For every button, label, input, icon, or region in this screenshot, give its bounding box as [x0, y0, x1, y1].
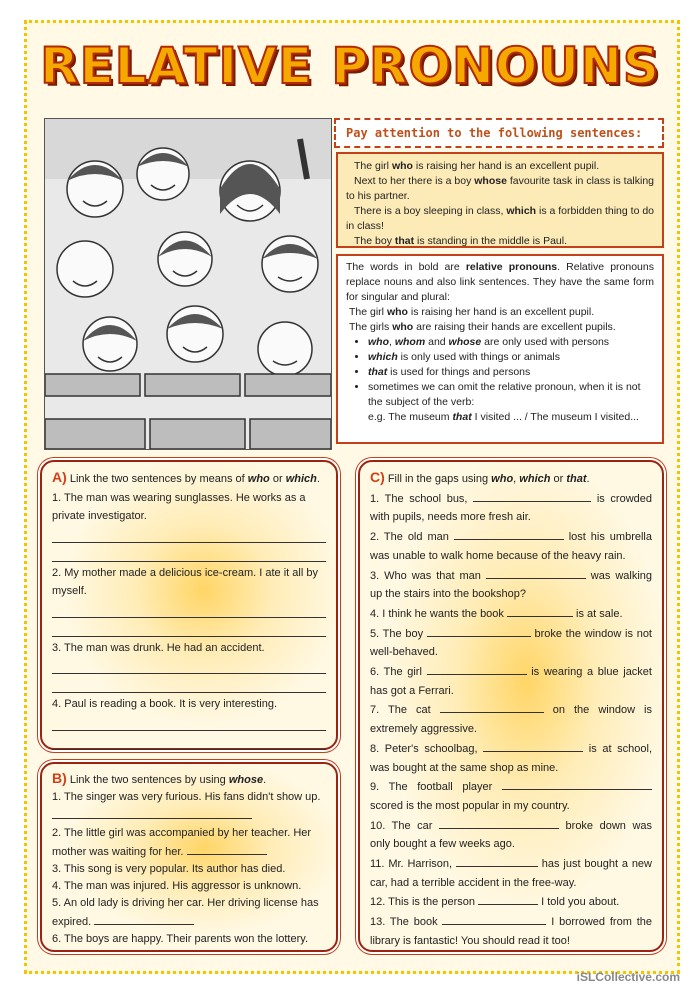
section-c-item: 5. The boy broke the window is not well-behaved.: [370, 624, 652, 662]
answer-line[interactable]: [52, 620, 326, 637]
section-b-item: 2. The little girl was accompanied by her teacher. Her mother was waiting for her.: [52, 827, 312, 858]
page-title: RELATIVE PRONOUNS: [40, 37, 660, 95]
answer-blank[interactable]: [52, 806, 252, 819]
section-a-instructions: A) Link the two sentences by means of who or which.: [52, 469, 320, 485]
answer-line[interactable]: [52, 526, 326, 543]
example-sentence: Next to her there is a boy whose favourite task in class is talking to his partner.: [346, 175, 655, 202]
section-a: [40, 460, 338, 750]
answer-line[interactable]: [52, 601, 326, 618]
section-c-item: 9. The football player scored is the most popular in my country.: [370, 777, 652, 815]
gap-blank[interactable]: [442, 912, 546, 925]
answer-line[interactable]: [52, 714, 326, 731]
gap-blank[interactable]: [507, 604, 573, 617]
section-c-item: 2. The old man lost his umbrella was unable to walk home because of the heavy rain.: [370, 527, 652, 565]
section-b-instructions: B) Link the two sentences by using whose.: [52, 770, 267, 786]
gap-blank[interactable]: [473, 489, 591, 502]
explanation-text: The words in bold are relative pronouns. Relative pronouns replace nouns and also link sentences. They have the same form for singular and plural:: [346, 261, 654, 303]
section-b: [40, 762, 338, 952]
section-a-item: 1. The man was wearing sunglasses. He works as a private investigator.: [52, 491, 306, 522]
rules-list: [346, 335, 654, 410]
section-c-item: 8. Peter's schoolbag, is at school, was bought at the same shop as mine.: [370, 739, 652, 777]
section-b-item: 1. The singer was very furious. His fans didn't show up.: [52, 789, 326, 825]
section-b-item: 3. This song is very popular. Its author has died.: [52, 863, 286, 875]
section-b-item: 5. An old lady is driving her car. Her driving license has expired.: [52, 897, 319, 928]
answer-line[interactable]: [52, 676, 326, 693]
explanation-example: The girls who are raising their hands are excellent pupils.: [349, 321, 616, 333]
answer-blank[interactable]: [187, 842, 267, 855]
gap-blank[interactable]: [502, 777, 652, 790]
section-a-item: 3. The man was drunk. He had an accident.: [52, 641, 265, 654]
rule-item: • who, whom and whose are only used with persons: [368, 335, 654, 350]
answer-line[interactable]: [52, 733, 326, 750]
footer-watermark: iSLCollective.com: [576, 970, 680, 984]
section-c-item: 10. The car broke down was only bought a few weeks ago.: [370, 816, 652, 854]
section-c-item: 4. I think he wants the book is at sale.: [370, 604, 652, 624]
answer-blank[interactable]: [94, 912, 194, 925]
example-sentence: The girl who is raising her hand is an excellent pupil.: [354, 160, 600, 172]
gap-blank[interactable]: [427, 624, 531, 637]
section-c-item: 1. The school bus, is crowded with pupils, needs more fresh air.: [370, 489, 652, 527]
rule-item: • that is used for things and persons: [368, 365, 654, 380]
rule-item: • which is only used with things or animals: [368, 350, 654, 365]
gap-blank[interactable]: [427, 662, 527, 675]
section-a-item: 2. My mother made a delicious ice-cream. I ate it all by myself.: [52, 566, 318, 597]
section-c-item: 11. Mr. Harrison, has just bought a new car, had a terrible accident in the free-way.: [370, 854, 652, 892]
section-c-item: 13. The book I borrowed from the library is fantastic! You should read it too!: [370, 912, 652, 950]
section-a-item: 4. Paul is reading a book. It is very interesting.: [52, 698, 278, 710]
section-c-instructions: C) Fill in the gaps using who, which or that.: [370, 469, 590, 485]
explanation-box: [336, 254, 664, 444]
example-sentence: The boy that is standing in the middle is Paul.: [354, 235, 568, 247]
gap-blank[interactable]: [483, 739, 583, 752]
section-c: [358, 460, 664, 952]
explanation-example: The girl who is raising her hand is an excellent pupil.: [349, 306, 595, 318]
section-c-item: 3. Who was that man was walking up the stairs into the bookshop?: [370, 566, 652, 604]
example-sentence: There is a boy sleeping in class, which is a forbidden thing to do in class!: [346, 205, 655, 232]
gap-blank[interactable]: [478, 892, 538, 905]
pay-attention-heading: Pay attention to the following sentences:: [334, 118, 664, 148]
section-c-item: 12. This is the person I told you about.: [370, 892, 652, 912]
gap-blank[interactable]: [486, 566, 586, 579]
section-c-item: 6. The girl is wearing a blue jacket has got a Ferrari.: [370, 662, 652, 700]
example-sentences-box: [336, 152, 664, 248]
answer-line[interactable]: [52, 657, 326, 674]
section-b-item: 6. The boys are happy. Their parents won the lottery.: [52, 933, 308, 945]
answer-line[interactable]: [52, 545, 326, 562]
section-b-item: 4. The man was injured. His aggressor is unknown.: [52, 880, 302, 892]
gap-blank[interactable]: [454, 527, 564, 540]
rule-item: • sometimes we can omit the relative pronoun, when it is not the subject of the verb:: [368, 380, 654, 410]
gap-blank[interactable]: [439, 816, 559, 829]
gap-blank[interactable]: [456, 854, 538, 867]
classroom-illustration: [44, 118, 332, 450]
gap-blank[interactable]: [440, 700, 544, 713]
explanation-eg: e.g. The museum that I visited ... / The museum I visited...: [368, 411, 639, 423]
section-c-item: 7. The cat on the window is extremely aggressive.: [370, 700, 652, 738]
